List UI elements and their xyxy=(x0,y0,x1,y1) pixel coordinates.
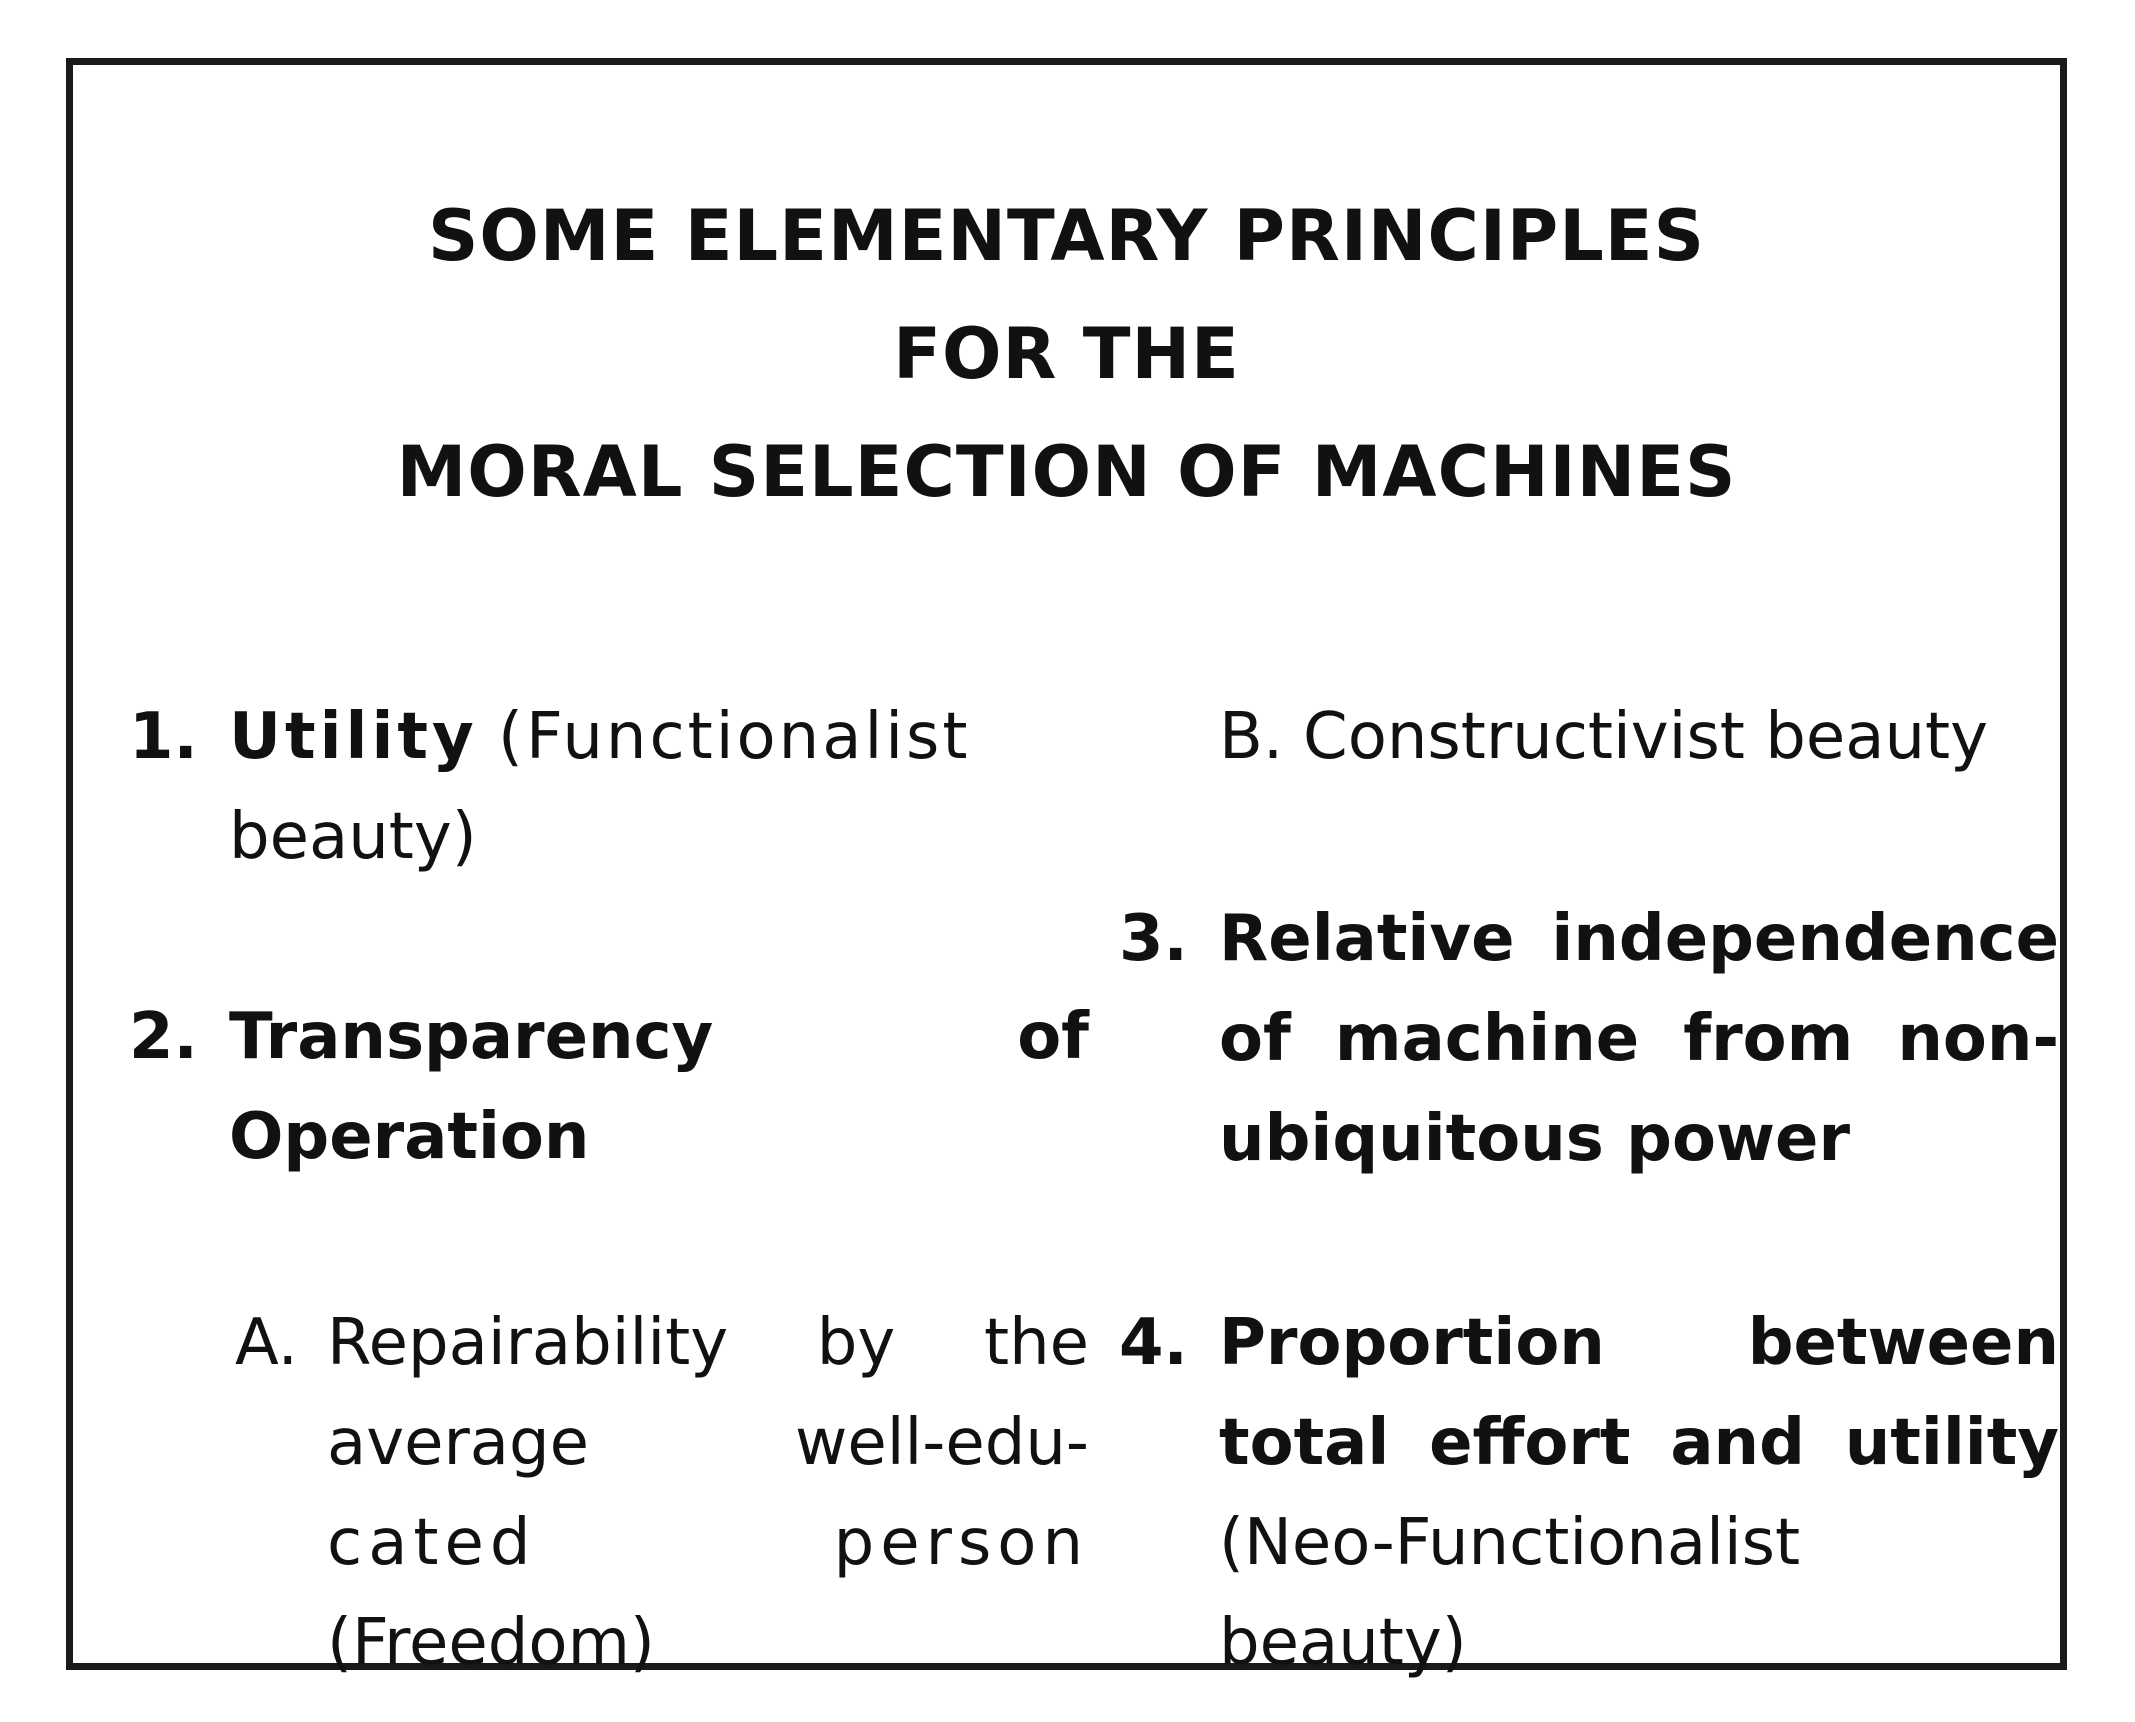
principle-A-line-1: Repairability by the xyxy=(327,1306,1089,1380)
principle-3-line-3: ubiquitous power xyxy=(1219,1102,1850,1176)
principle-A-line-2: average well-edu- xyxy=(327,1406,1089,1480)
principle-1-line-2: beauty) xyxy=(229,800,477,874)
principle-3-line-2: of machine from non- xyxy=(1219,1002,2059,1076)
principle-1 xyxy=(129,687,1089,887)
principle-A-number: A. xyxy=(235,1306,298,1380)
principle-4-line-3: (Neo-Functionalist xyxy=(1219,1506,1801,1580)
principle-A-line-4: (Freedom) xyxy=(327,1606,655,1680)
principle-3-text xyxy=(1219,889,2059,1189)
principle-A xyxy=(235,1293,1089,1693)
document-title xyxy=(73,177,2060,531)
principle-B-line-1: Constructivist beauty xyxy=(1303,700,1988,774)
principle-4-text xyxy=(1219,1293,2059,1693)
principle-1-lead: Utility xyxy=(229,700,478,774)
principle-1-rest: (Functionalist xyxy=(498,700,971,774)
principle-2-line-2: Operation xyxy=(229,1100,590,1174)
principle-A-text xyxy=(327,1293,1089,1693)
principle-4-line-2: total effort and utility xyxy=(1219,1406,2059,1480)
principle-4 xyxy=(1119,1293,2059,1693)
principle-1-number: 1. xyxy=(129,700,198,774)
principle-A-line-3: cated person xyxy=(327,1506,1089,1580)
principle-2-line-1: Transparency of xyxy=(229,1000,1089,1074)
title-line-3: MORAL SELECTION OF MACHINES xyxy=(396,431,1737,513)
principle-3-line-1: Relative independence xyxy=(1219,902,2059,976)
title-line-2: FOR THE xyxy=(893,313,1240,395)
principle-2-number: 2. xyxy=(129,1000,198,1074)
principle-4-number: 4. xyxy=(1119,1306,1188,1380)
principle-B xyxy=(1219,687,2089,787)
principle-B-number: B. xyxy=(1219,700,1284,774)
principle-3-number: 3. xyxy=(1119,902,1188,976)
principle-4-line-4: beauty) xyxy=(1219,1606,1467,1680)
document-frame xyxy=(66,58,2067,1680)
principle-B-text xyxy=(1303,687,2093,787)
principle-3 xyxy=(1119,889,2059,1189)
principle-4-line-1: Proportion between xyxy=(1219,1306,2059,1380)
title-line-1: SOME ELEMENTARY PRINCIPLES xyxy=(427,195,1706,277)
principle-1-text xyxy=(229,687,1089,887)
principle-2-text xyxy=(229,987,1089,1187)
principle-2 xyxy=(129,987,1089,1187)
